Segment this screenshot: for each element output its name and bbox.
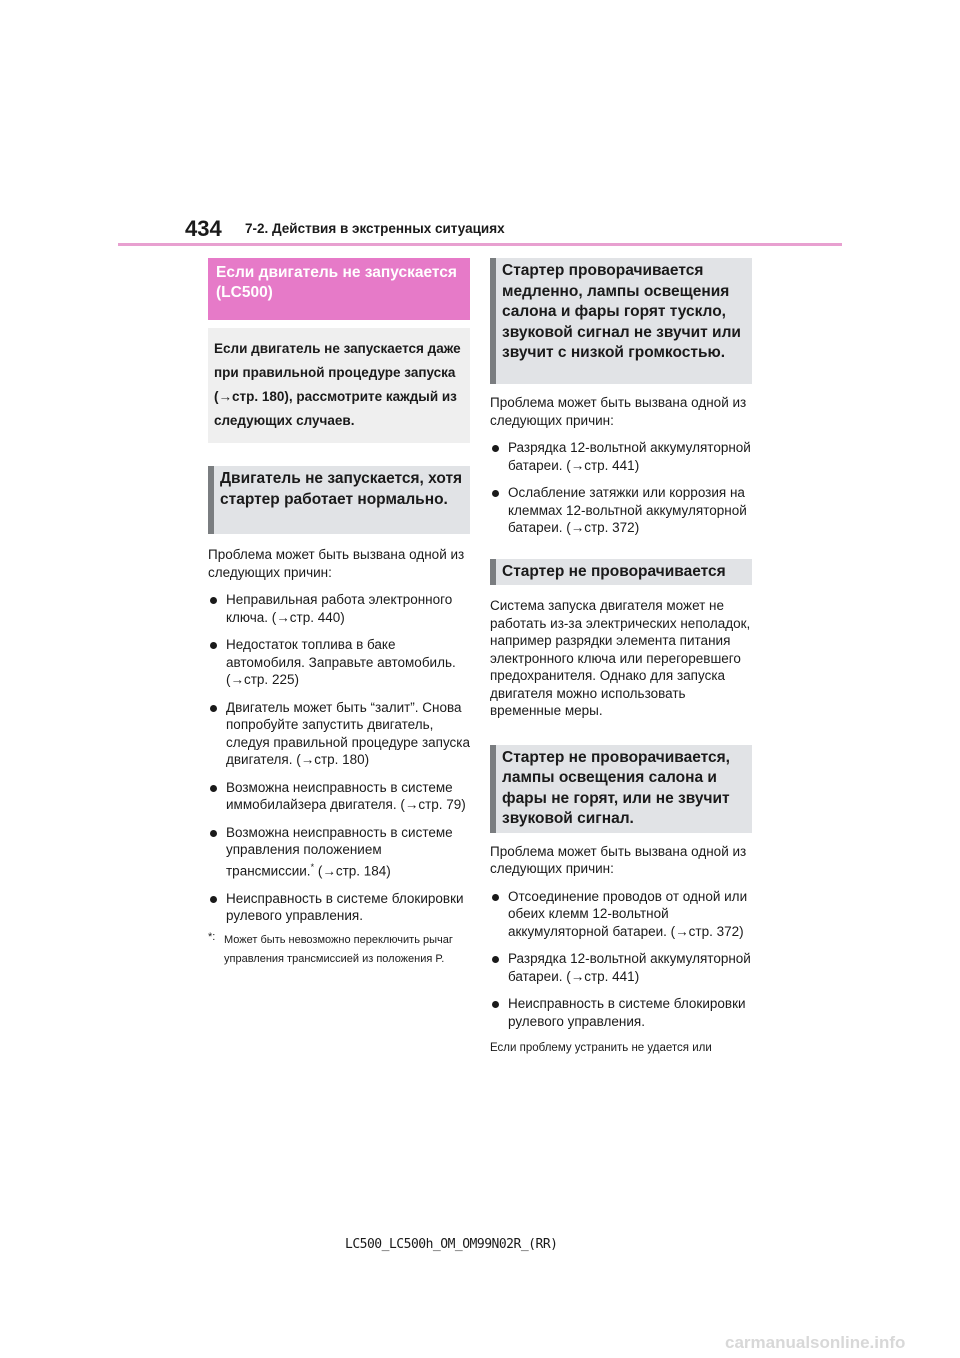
subheading-starter-normal: Двигатель не запускается, хотя стартер работает нормально. — [208, 466, 470, 534]
section-title: 7-2. Действия в экстренных ситуациях — [245, 221, 505, 236]
list-item: Ослабление затяжки или коррозия на клеммах 12-вольтной аккумуляторной батареи. (→стр. 372) — [490, 484, 752, 537]
list-item: Двигатель может быть “залит”. Снова попробуйте запустить двигатель, следуя правильной процедуре запуска двигателя. (→стр. 180) — [208, 699, 470, 769]
sub1-text: Проблема может быть вызвана одной из следующих причин: — [490, 395, 747, 428]
bullet-text: Возможна неисправность в системе управления положением трансмиссии. — [226, 824, 453, 878]
footnote — [208, 931, 470, 969]
intro-box: Если двигатель не запускается даже при правильной процедуре запуска (→стр. 180), рассмотрите каждый из следующих случаев. — [208, 328, 470, 443]
subheading-slow-cranking: Стартер проворачивается медленно, лампы освещения салона и фары горят тускло, звуковой сигнал не звучит или звучит с низкой громкостью. — [490, 258, 752, 384]
footnote-mark: *: — [208, 930, 216, 943]
header-divider — [118, 243, 842, 246]
subheading-no-cranking: Стартер не проворачивается — [490, 559, 752, 586]
list-item: Неисправность в системе блокировки рулевого управления. — [208, 890, 470, 925]
list-item: Недостаток топлива в баке автомобиля. Заправьте автомобиль. (→стр. 225) — [208, 636, 470, 689]
list-item: Неправильная работа электронного ключа. (→стр. 440) — [208, 591, 470, 626]
main-heading: Если двигатель не запускается (LC500) — [208, 258, 470, 320]
left-column — [208, 258, 470, 969]
watermark: carmanualsonline.info — [725, 1333, 906, 1352]
list-item: Возможна неисправность в системе иммобилайзера двигателя. (→стр. 79) — [208, 779, 470, 814]
list-item: Неисправность в системе блокировки рулевого управления. — [490, 995, 752, 1030]
page-ref: (→стр. 184) — [317, 863, 391, 878]
sub1-list — [490, 439, 752, 537]
sub2-text: Система запуска двигателя может не работать из-за электрических неполадок, например разрядки элемента питания электронного ключа или перегоревшего предохранителя. Однако для запуска двигателя можно использовать временные меры. — [490, 598, 751, 718]
subheading-no-lights: Стартер не проворачивается, лампы освещения салона и фары не горят, или не звучит звуковой сигнал. — [490, 745, 752, 833]
page-number: 434 — [185, 216, 222, 241]
footer-code: LC500_LC500h_OM_OM99N02R_(RR) — [345, 1237, 558, 1252]
right-column — [490, 258, 752, 1054]
list-item: Разрядка 12-вольтной аккумуляторной батареи. (→стр. 441) — [490, 439, 752, 474]
footnote-ref: * — [310, 861, 315, 872]
sub3-list — [490, 888, 752, 1031]
cause-text: Проблема может быть вызвана одной из следующих причин: — [208, 547, 465, 580]
closing-text: Если проблему устранить не удается или — [490, 1042, 712, 1054]
list-item: Разрядка 12-вольтной аккумуляторной батареи. (→стр. 441) — [490, 950, 752, 985]
list-item: Отсоединение проводов от одной или обеих клемм 12-вольтной аккумуляторной батареи. (→стр. 372) — [490, 888, 752, 941]
list-item — [208, 824, 470, 880]
cause-list — [208, 591, 470, 925]
footnote-text: Может быть невозможно переключить рычаг управления трансмиссией из положения P. — [224, 933, 453, 965]
sub3-text: Проблема может быть вызвана одной из следующих причин: — [490, 843, 747, 876]
